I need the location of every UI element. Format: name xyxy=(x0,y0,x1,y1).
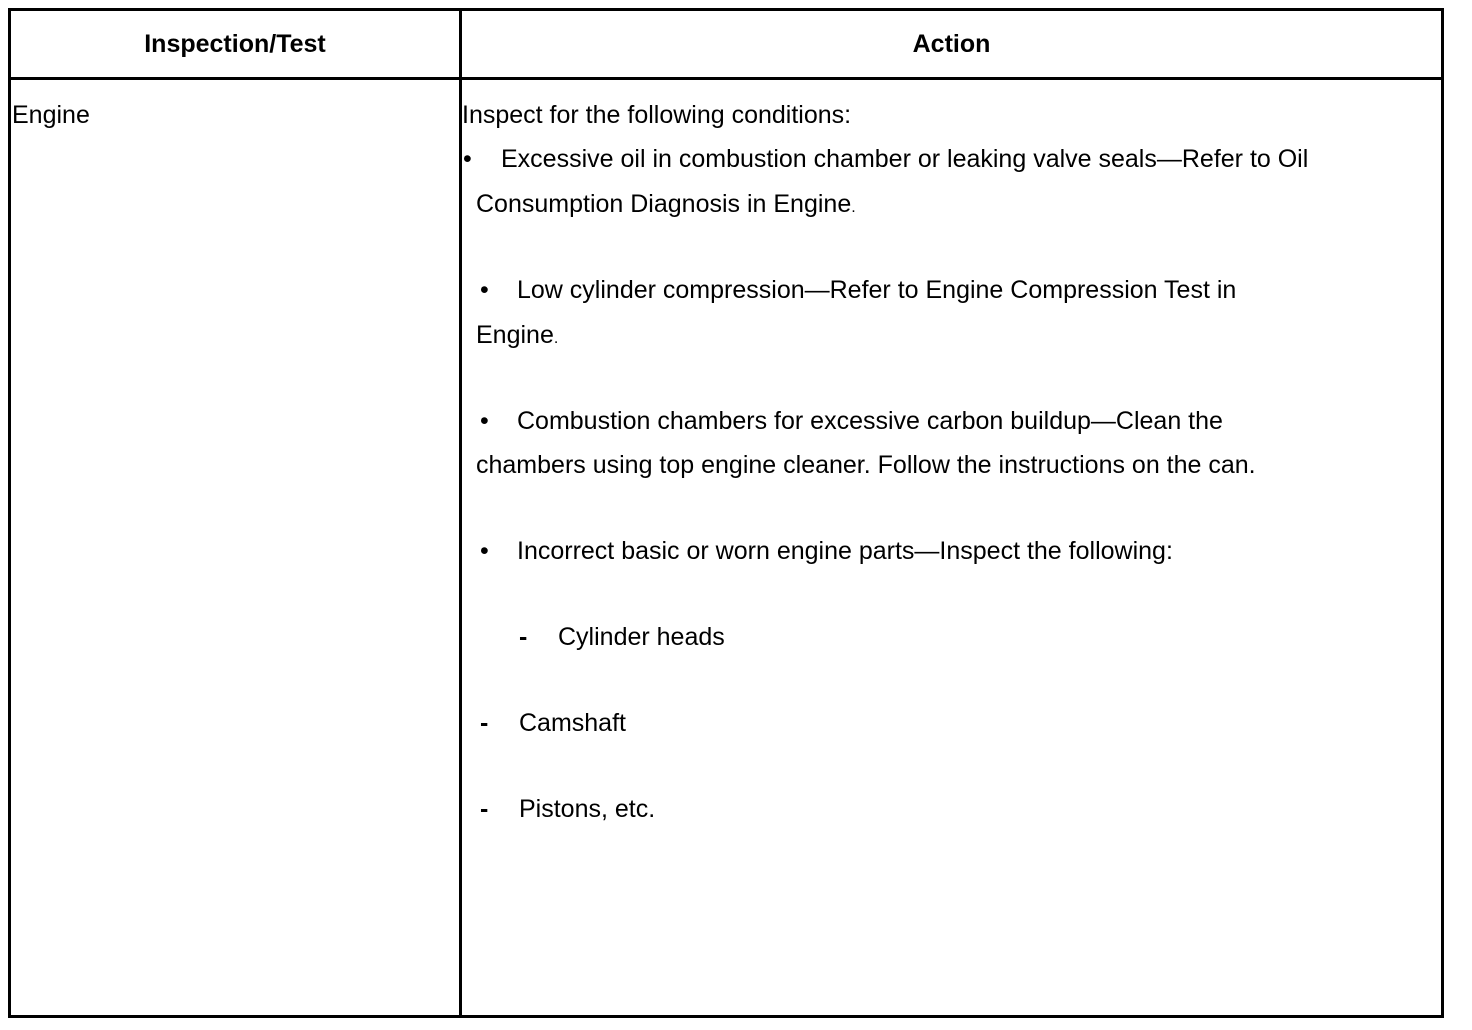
inspection-table xyxy=(8,8,1444,1018)
action-item-1-line2: Consumption Diagnosis in Engine. xyxy=(476,190,856,218)
action-intro: Inspect for the following conditions: xyxy=(462,101,852,129)
action-item-4-line1: Incorrect basic or worn engine parts—Inspect the following: xyxy=(517,537,1173,565)
action-item-2-line2: Engine. xyxy=(476,321,559,349)
dash-1: - xyxy=(519,623,528,651)
subitem-pistons: Pistons, etc. xyxy=(519,795,656,823)
action-item-3-line1: Combustion chambers for excessive carbon buildup—Clean the xyxy=(517,407,1223,435)
subitem-camshaft: Camshaft xyxy=(519,709,626,737)
action-item-1-line1: Excessive oil in combustion chamber or leaking valve seals—Refer to Oil xyxy=(501,145,1309,173)
action-item-3-line2: chambers using top engine cleaner. Follow the instructions on the can. xyxy=(476,451,1256,479)
dash-3: - xyxy=(480,795,489,823)
inspection-cell: Engine xyxy=(12,101,90,129)
column-divider xyxy=(459,11,462,1015)
subitem-cylinder-heads: Cylinder heads xyxy=(558,623,725,651)
bullet-3: • xyxy=(480,407,489,435)
bullet-1: • xyxy=(463,145,472,173)
column-header-action: Action xyxy=(912,29,991,58)
dash-2: - xyxy=(480,709,489,737)
column-header-inspection-test: Inspection/Test xyxy=(144,29,326,58)
bullet-2: • xyxy=(480,276,489,304)
header-divider xyxy=(11,77,1441,80)
action-item-2-line1: Low cylinder compression—Refer to Engine Compression Test in xyxy=(517,276,1237,304)
bullet-4: • xyxy=(480,537,489,565)
